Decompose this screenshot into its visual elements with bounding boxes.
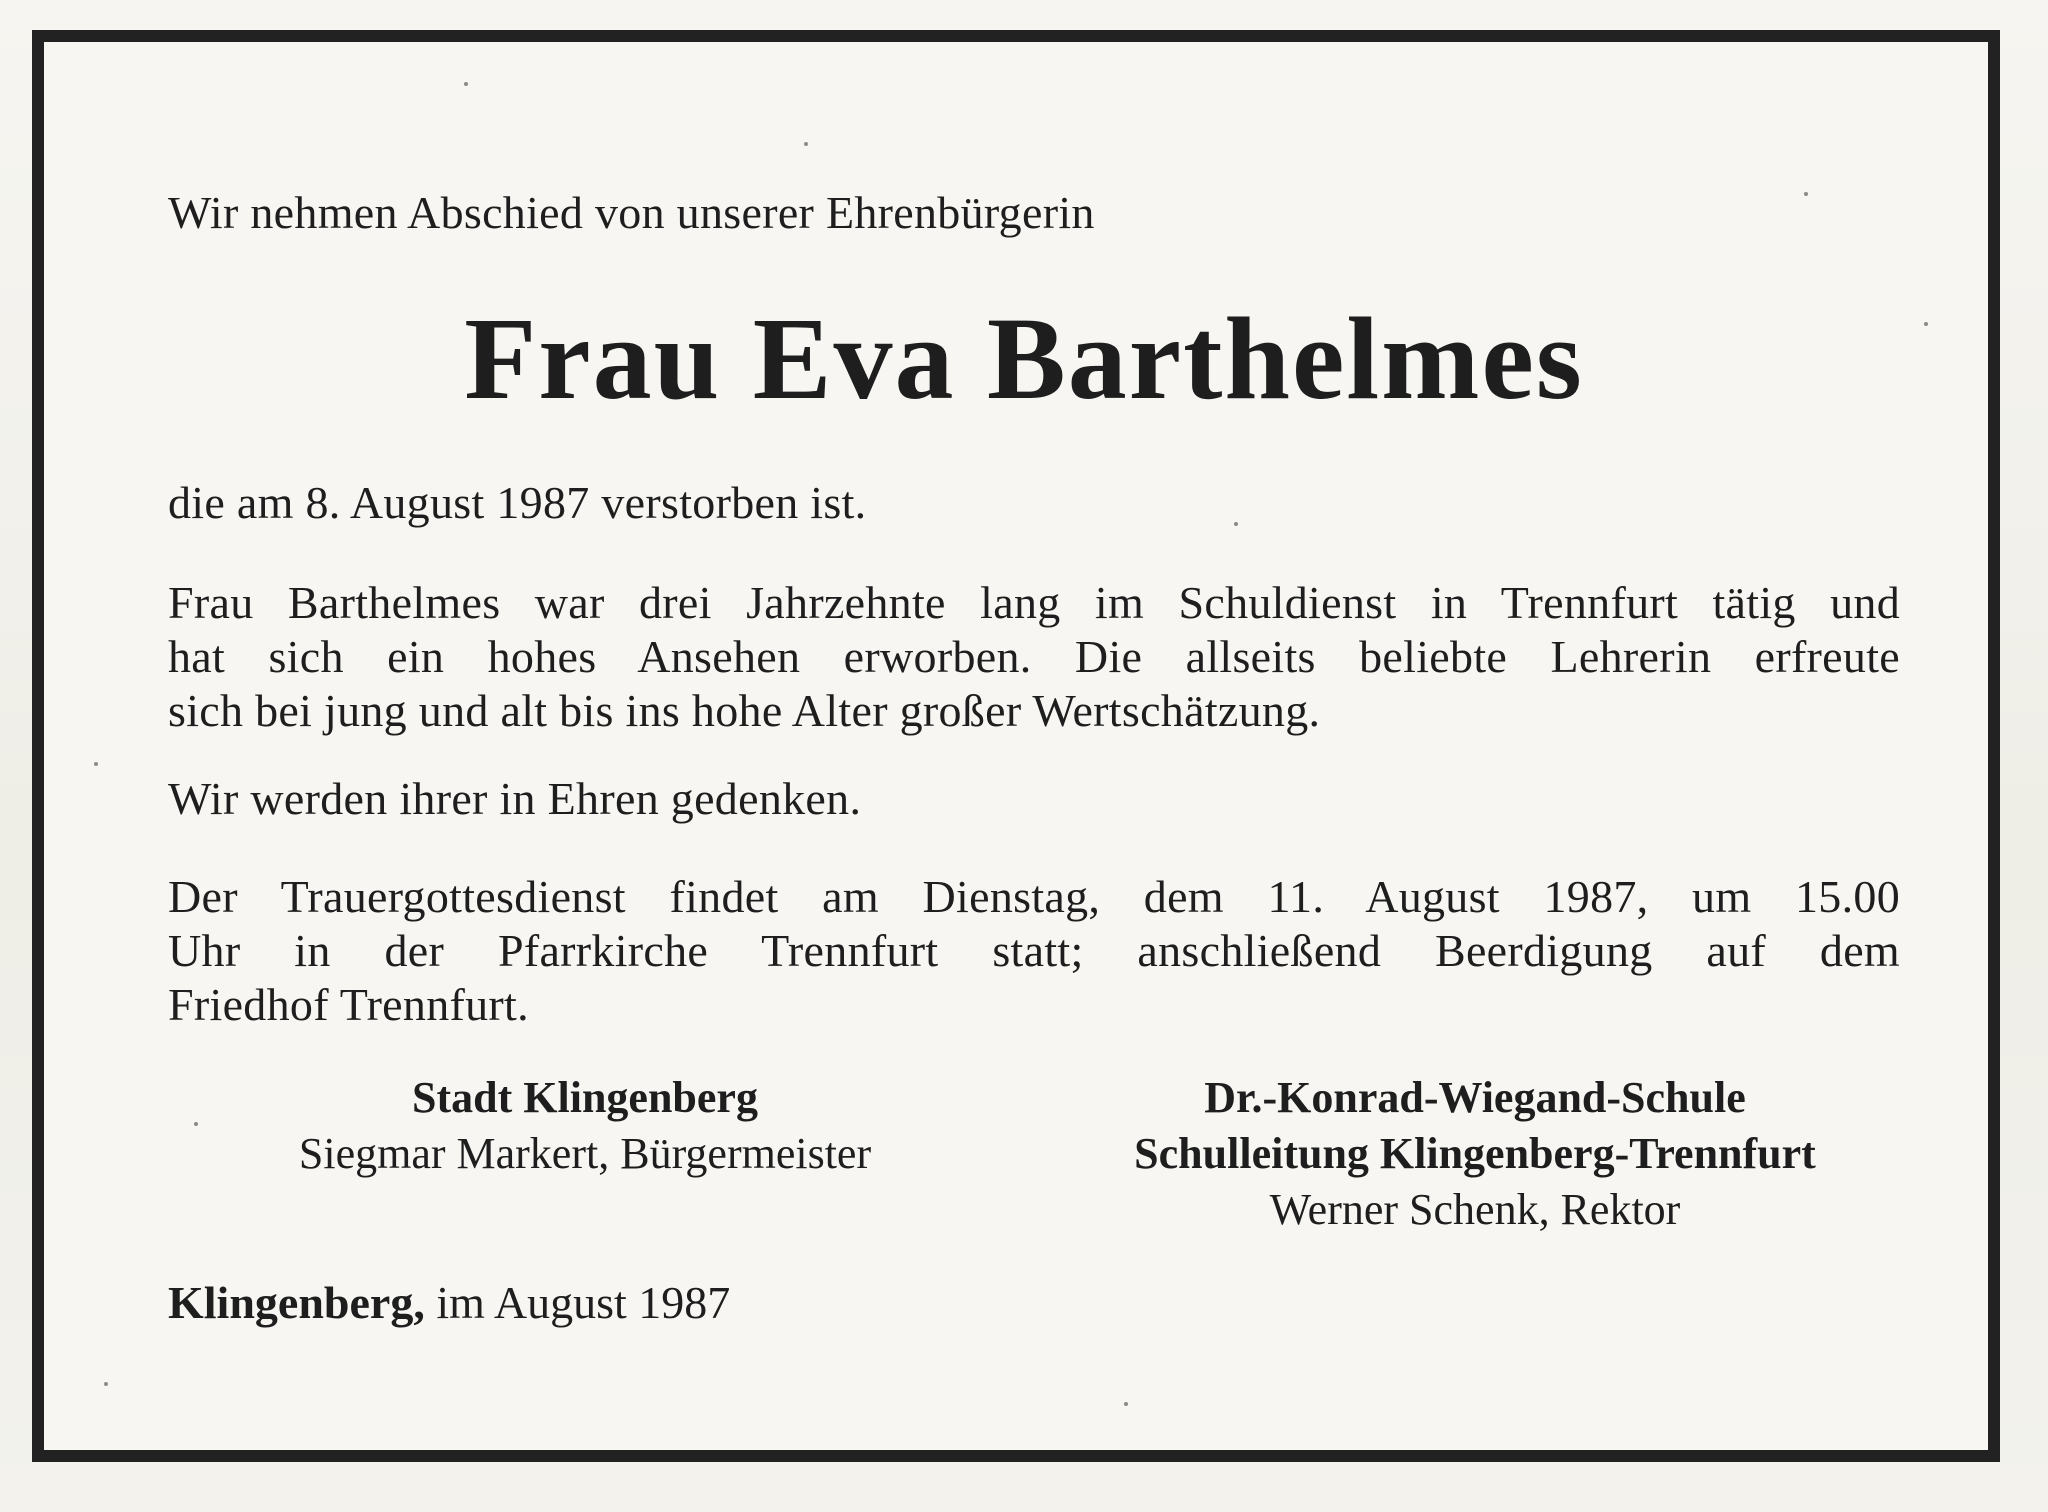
tribute-line: Frau Barthelmes war drei Jahrzehnte lang im Schuldienst in Trennfurt tätig und xyxy=(168,577,1900,628)
signature-left xyxy=(170,1070,1000,1182)
signature-org: Dr.-Konrad-Wiegand-Schule xyxy=(1204,1073,1746,1122)
deceased-name: Frau Eva Barthelmes xyxy=(464,293,1584,424)
paper-speck xyxy=(804,142,808,146)
signature-org: Stadt Klingenberg xyxy=(412,1073,758,1122)
signature-right xyxy=(1020,1070,1930,1238)
death-date-line: die am 8. August 1987 verstorben ist. xyxy=(168,477,867,528)
signature-org-line: Schulleitung Klingenberg-Trennfurt xyxy=(1134,1129,1816,1178)
paper-speck xyxy=(464,82,468,86)
signature-person: Werner Schenk, Rektor xyxy=(1269,1185,1681,1234)
signature-person: Siegmar Markert, Bürgermeister xyxy=(298,1129,872,1178)
obituary-frame xyxy=(32,30,2000,1462)
funeral-info-line: Friedhof Trennfurt. xyxy=(168,979,529,1030)
paper-speck xyxy=(1234,522,1238,526)
funeral-info-line: Der Trauergottesdienst findet am Dienstag, dem 11. August 1987, um 15.00 xyxy=(168,871,1900,922)
tribute-line: hat sich ein hohes Ansehen erworben. Die allseits beliebte Lehrerin erfreute xyxy=(168,631,1900,682)
funeral-info-line: Uhr in der Pfarrkirche Trennfurt statt; anschließend Beerdigung auf dem xyxy=(168,925,1900,976)
intro-line: Wir nehmen Abschied von unserer Ehrenbürgerin xyxy=(168,187,1095,238)
date: im August 1987 xyxy=(436,1277,731,1328)
tribute-line: sich bei jung und alt bis ins hohe Alter großer Wertschätzung. xyxy=(168,685,1321,736)
remembrance-line: Wir werden ihrer in Ehren gedenken. xyxy=(168,773,862,824)
paper-speck xyxy=(1804,192,1808,196)
paper-speck xyxy=(104,1382,108,1386)
place-date xyxy=(168,1276,730,1329)
paper-speck xyxy=(1124,1402,1128,1406)
paper-speck xyxy=(94,762,98,766)
place: Klingenberg, xyxy=(168,1277,425,1328)
